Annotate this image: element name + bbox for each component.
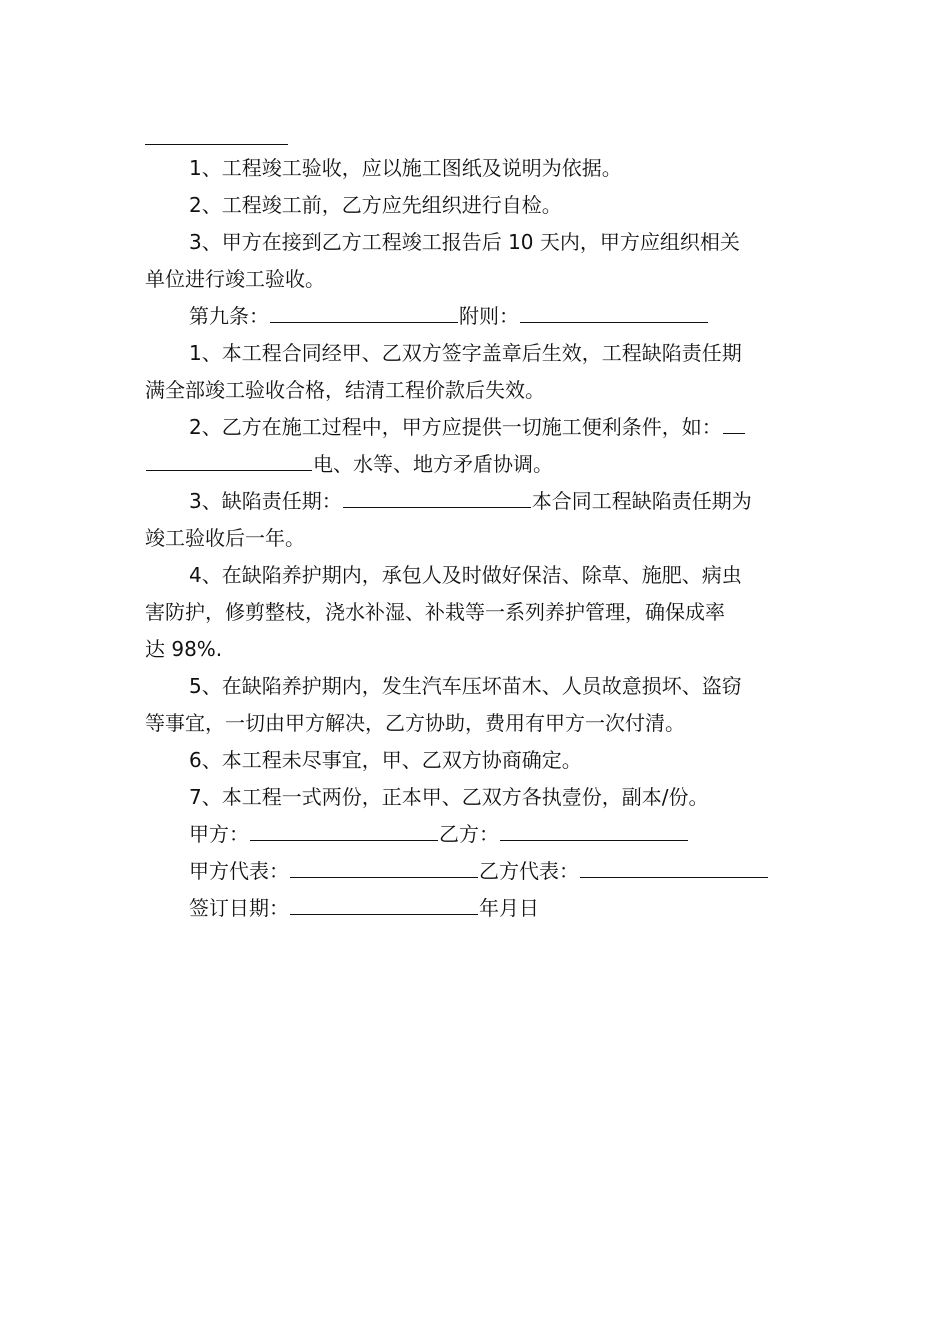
supplementary-clause-1-line-2: 满全部竣工验收合格，结清工程价款后失效。 (145, 378, 545, 402)
signing-date-blank (290, 892, 478, 915)
supplementary-clause-1-line-1: 1、本工程合同经甲、乙双方签字盖章后生效，工程缺陷责任期 (189, 341, 742, 365)
article-nine-blank (270, 300, 458, 323)
conditions-blank-start (723, 411, 745, 434)
top-underline-rule (145, 144, 288, 145)
supplementary-label: 附则： (459, 304, 519, 328)
supplementary-clause-6: 6、本工程未尽事宜，甲、乙双方协商确定。 (189, 748, 582, 772)
party-signature-line (145, 816, 810, 853)
supplementary-clause-5-line-1: 5、在缺陷养护期内，发生汽车压坏苗木、人员故意损坏、盗窃 (189, 674, 742, 698)
supplementary-clause-2-line-1: 2、乙方在施工过程中，甲方应提供一切施工便利条件，如： (145, 409, 810, 446)
supplementary-clause-3-line-2: 竣工验收后一年。 (145, 526, 305, 550)
signing-date-line (145, 890, 810, 927)
party-a-rep-blank (290, 855, 478, 878)
supplementary-blank (520, 300, 708, 323)
date-suffix: 年月日 (479, 896, 539, 920)
party-b-label: 乙方： (439, 822, 499, 846)
document-body (145, 150, 810, 927)
supplementary-clause-7: 7、本工程一式两份，正本甲、乙双方各执壹份，副本/份。 (189, 785, 709, 809)
party-a-label: 甲方： (189, 822, 249, 846)
party-a-rep-label: 甲方代表： (189, 859, 289, 883)
defect-period-blank (343, 485, 531, 508)
supplementary-clause-4-line-3: 达 98%. (145, 637, 223, 661)
party-a-blank (250, 818, 438, 841)
conditions-blank-end (146, 448, 312, 471)
representative-signature-line (145, 853, 810, 890)
party-b-rep-label: 乙方代表： (479, 859, 579, 883)
supplementary-clause-2-line-2: 电、水等、地方矛盾协调。 (145, 446, 810, 483)
clause-acceptance-2: 2、工程竣工前，乙方应先组织进行自检。 (189, 193, 562, 217)
clause-acceptance-1: 1、工程竣工验收，应以施工图纸及说明为依据。 (189, 156, 622, 180)
signing-date-label: 签订日期： (189, 896, 289, 920)
supplementary-clause-5-line-2: 等事宜，一切由甲方解决，乙方协助，费用有甲方一次付清。 (145, 711, 685, 735)
article-nine-heading (145, 298, 810, 335)
supplementary-clause-4-line-1: 4、在缺陷养护期内，承包人及时做好保洁、除草、施肥、病虫 (189, 563, 742, 587)
supplementary-clause-3-line-1: 3、缺陷责任期： 本合同工程缺陷责任期为 (145, 483, 810, 520)
article-nine-label: 第九条： (189, 304, 269, 328)
party-b-rep-blank (580, 855, 768, 878)
clause-acceptance-3-line-2: 单位进行竣工验收。 (145, 267, 325, 291)
supplementary-clause-4-line-2: 害防护，修剪整枝，浇水补湿、补栽等一系列养护管理，确保成率 (145, 600, 725, 624)
party-b-blank (500, 818, 688, 841)
clause-acceptance-3-line-1: 3、甲方在接到乙方工程竣工报告后 10 天内，甲方应组织相关 (189, 230, 740, 254)
